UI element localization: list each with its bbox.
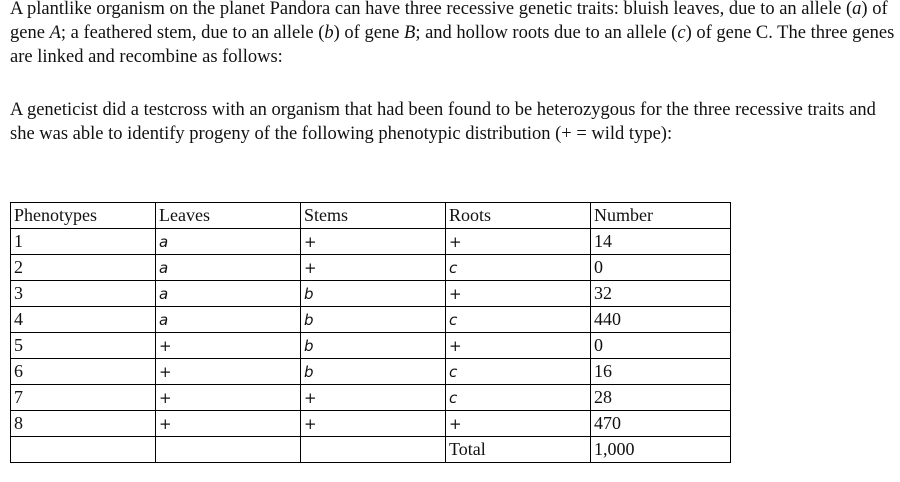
leaves-cell: a bbox=[156, 255, 301, 281]
leaves-cell: + bbox=[156, 359, 301, 385]
leaves-cell: + bbox=[156, 411, 301, 437]
leaves-cell: a bbox=[156, 229, 301, 255]
allele-b: b bbox=[324, 23, 334, 43]
number-cell: 16 bbox=[591, 359, 731, 385]
intro-text: ) of gene C. The three genes are linked and recombine as follows: bbox=[10, 23, 895, 67]
phenotype-id: 8 bbox=[11, 411, 156, 437]
stems-cell: b bbox=[301, 307, 446, 333]
gene-b: B bbox=[404, 23, 416, 43]
total-label: Total bbox=[446, 437, 591, 463]
header-leaves: Leaves bbox=[156, 203, 301, 229]
table-header-row bbox=[11, 203, 731, 229]
phenotype-id: 2 bbox=[11, 255, 156, 281]
phenotype-id: 4 bbox=[11, 307, 156, 333]
phenotype-id: 7 bbox=[11, 385, 156, 411]
table-row bbox=[11, 281, 731, 307]
intro-text: ; and hollow roots due to an allele ( bbox=[415, 23, 678, 43]
stems-cell: b bbox=[301, 359, 446, 385]
roots-cell: + bbox=[446, 411, 591, 437]
leaves-cell: + bbox=[156, 385, 301, 411]
roots-cell: c bbox=[446, 307, 591, 333]
intro-text: ; a feathered stem, due to an allele ( bbox=[60, 23, 325, 43]
table-row bbox=[11, 333, 731, 359]
number-cell: 0 bbox=[591, 255, 731, 281]
phenotype-id: 5 bbox=[11, 333, 156, 359]
stems-cell: + bbox=[301, 411, 446, 437]
leaves-cell: + bbox=[156, 333, 301, 359]
allele-c: c bbox=[677, 23, 686, 43]
intro-text: ) of gene bbox=[10, 0, 888, 43]
gene-a: A bbox=[49, 23, 61, 43]
phenotype-table bbox=[10, 202, 731, 463]
roots-cell: + bbox=[446, 229, 591, 255]
empty-cell bbox=[11, 437, 156, 463]
phenotype-id: 3 bbox=[11, 281, 156, 307]
roots-cell: c bbox=[446, 359, 591, 385]
stems-cell: b bbox=[301, 333, 446, 359]
testcross-paragraph: A geneticist did a testcross with an organism that had been found to be heterozygous for the three recessive traits and she was able to identify progeny of the following phenotypic distribution (+ = wild type): bbox=[10, 100, 876, 144]
number-cell: 470 bbox=[591, 411, 731, 437]
roots-cell: c bbox=[446, 255, 591, 281]
table-row bbox=[11, 385, 731, 411]
table-row bbox=[11, 307, 731, 333]
roots-cell: c bbox=[446, 385, 591, 411]
number-cell: 440 bbox=[591, 307, 731, 333]
stems-cell: + bbox=[301, 229, 446, 255]
intro-text: A plantlike organism on the planet Pandora can have three recessive genetic traits: bluish leaves, due to an allele ( bbox=[10, 0, 853, 19]
stems-cell: + bbox=[301, 385, 446, 411]
roots-cell: + bbox=[446, 281, 591, 307]
empty-cell bbox=[156, 437, 301, 463]
table-row bbox=[11, 359, 731, 385]
phenotype-id: 1 bbox=[11, 229, 156, 255]
table-row bbox=[11, 411, 731, 437]
number-cell: 14 bbox=[591, 229, 731, 255]
leaves-cell: a bbox=[156, 307, 301, 333]
header-roots: Roots bbox=[446, 203, 591, 229]
number-cell: 32 bbox=[591, 281, 731, 307]
number-cell: 0 bbox=[591, 333, 731, 359]
table-row bbox=[11, 229, 731, 255]
empty-cell bbox=[301, 437, 446, 463]
stems-cell: + bbox=[301, 255, 446, 281]
intro-text: ) of gene bbox=[333, 23, 404, 43]
header-phenotypes: Phenotypes bbox=[11, 203, 156, 229]
phenotype-id: 6 bbox=[11, 359, 156, 385]
table-total-row bbox=[11, 437, 731, 463]
total-value: 1,000 bbox=[591, 437, 731, 463]
problem-intro-paragraph bbox=[10, 0, 898, 69]
number-cell: 28 bbox=[591, 385, 731, 411]
header-stems: Stems bbox=[301, 203, 446, 229]
stems-cell: b bbox=[301, 281, 446, 307]
table-row bbox=[11, 255, 731, 281]
header-number: Number bbox=[591, 203, 731, 229]
leaves-cell: a bbox=[156, 281, 301, 307]
roots-cell: + bbox=[446, 333, 591, 359]
allele-a: a bbox=[852, 0, 862, 19]
